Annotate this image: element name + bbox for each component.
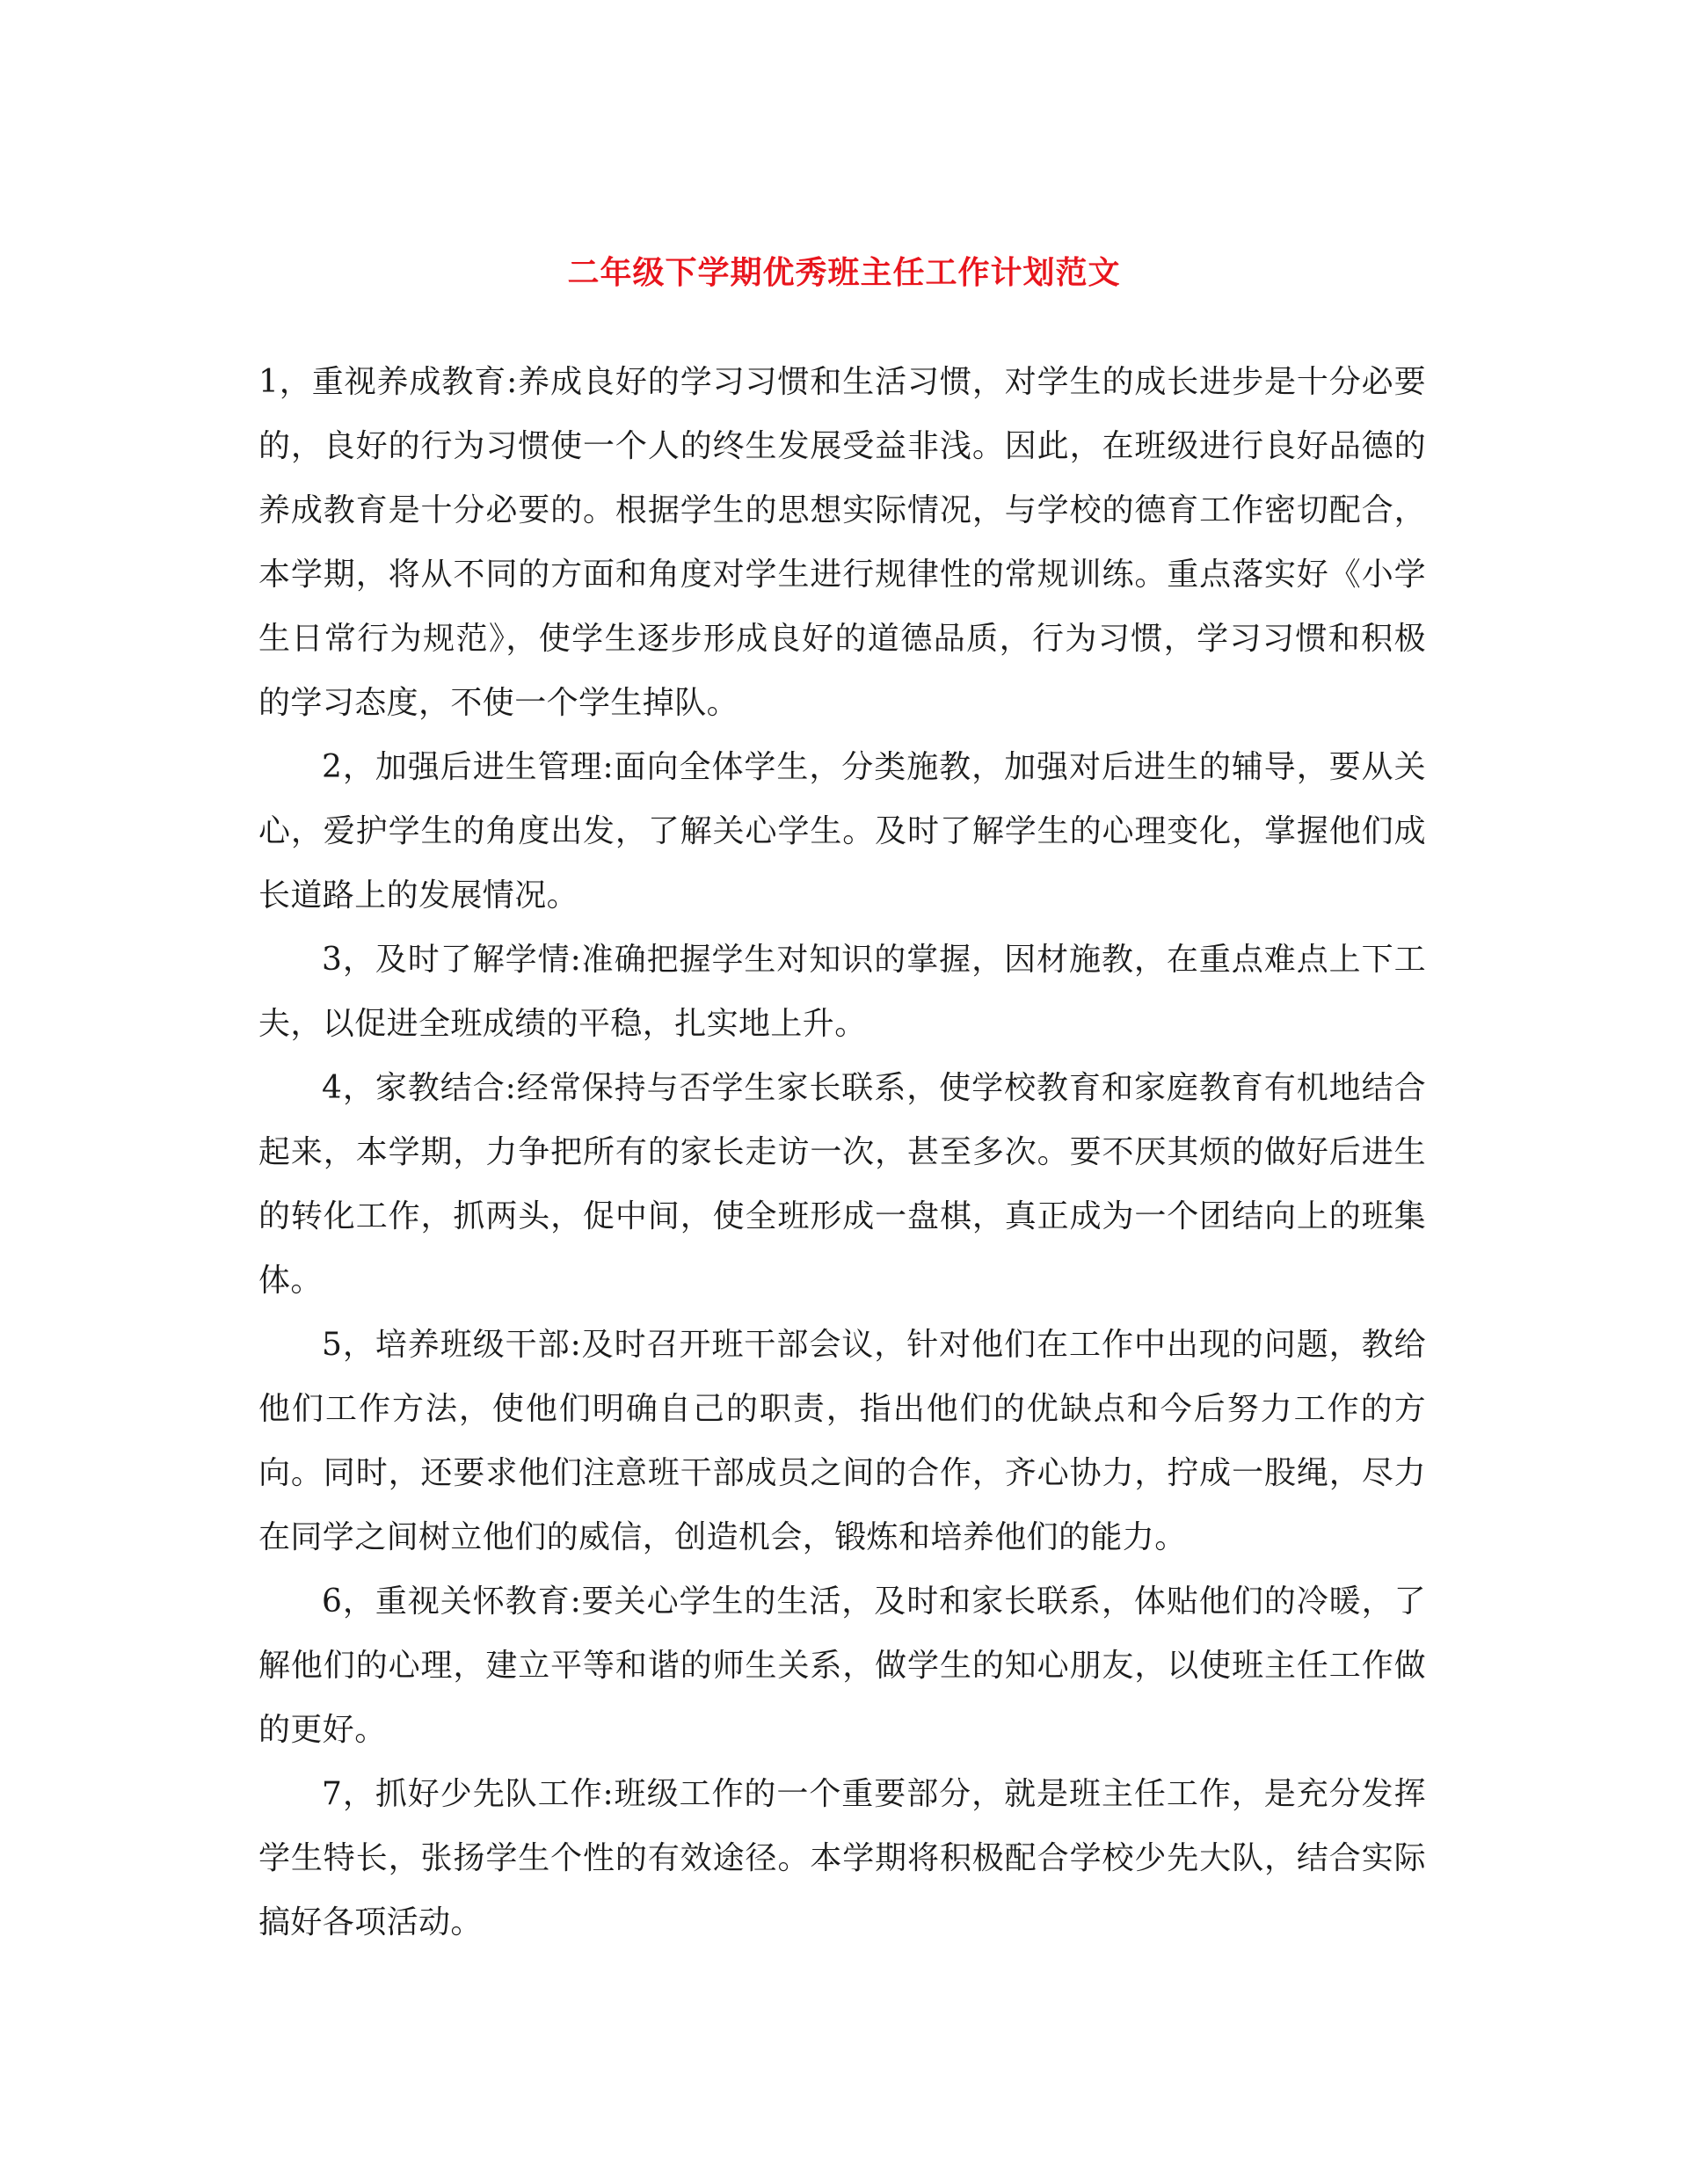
document-body	[258, 350, 1426, 1955]
paragraph-3: 3，及时了解学情:准确把握学生对知识的掌握，因材施教，在重点难点上下工夫，以促进全班成绩的平稳，扎实地上升。	[258, 942, 1426, 1042]
paragraph-1: 1，重视养成教育:养成良好的学习习惯和生活习惯，对学生的成长进步是十分必要的，良好的行为习惯使一个人的终生发展受益非浅。因此，在班级进行良好品德的养成教育是十分必要的。根据学生的思想实际情况，与学校的德育工作密切配合，本学期，将从不同的方面和角度对学生进行规律性的常规训练。重点落实好《小学生日常行为规范》，使学生逐步形成良好的道德品质，行为习惯，学习习惯和积极的学习态度，不使一个学生掉队。	[258, 364, 1426, 721]
paragraph-4: 4，家教结合:经常保持与否学生家长联系，使学校教育和家庭教育有机地结合起来，本学期，力争把所有的家长走访一次，甚至多次。要不厌其烦的做好后进生的转化工作，抓两头，促中间，使全班形成一盘棋，真正成为一个团结向上的班集体。	[258, 1070, 1426, 1299]
paragraph-5: 5，培养班级干部:及时召开班干部会议，针对他们在工作中出现的问题，教给他们工作方法，使他们明确自己的职责，指出他们的优缺点和今后努力工作的方向。同时，还要求他们注意班干部成员之间的合作，齐心协力，拧成一股绳，尽力在同学之间树立他们的威信，创造机会，锻炼和培养他们的能力。	[258, 1327, 1426, 1555]
paragraph-2: 2，加强后进生管理:面向全体学生，分类施教，加强对后进生的辅导，要从关心，爱护学生的角度出发，了解关心学生。及时了解学生的心理变化，掌握他们成长道路上的发展情况。	[258, 749, 1426, 914]
paragraph-7: 7，抓好少先队工作:班级工作的一个重要部分，就是班主任工作，是充分发挥学生特长，张扬学生个性的有效途径。本学期将积极配合学校少先大队，结合实际搞好各项活动。	[258, 1776, 1426, 1940]
document-title: 二年级下学期优秀班主任工作计划范文	[567, 254, 1121, 292]
paragraph-6: 6，重视关怀教育:要关心学生的生活，及时和家长联系，体贴他们的冷暖，了解他们的心理，建立平等和谐的师生关系，做学生的知心朋友，以使班主任工作做的更好。	[258, 1583, 1426, 1748]
